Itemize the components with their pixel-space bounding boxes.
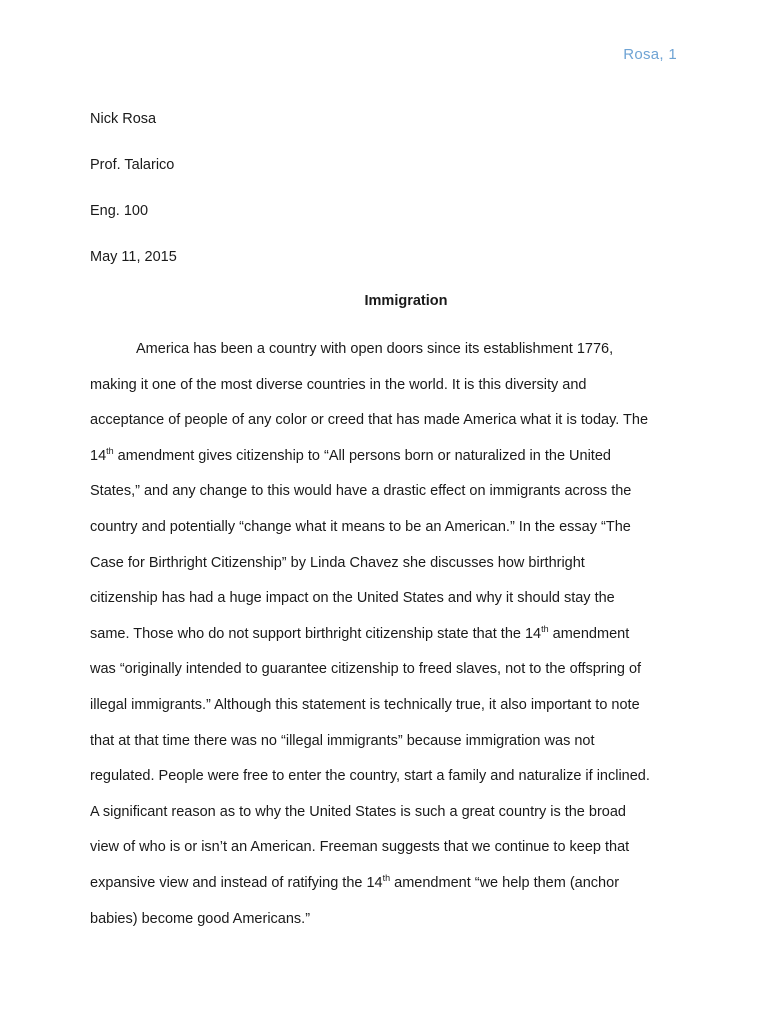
body-line: citizenship has had a huge impact on the United States and why it should stay the (90, 590, 615, 607)
ordinal-superscript: th (541, 623, 549, 634)
body-line: country and potentially “change what it means to be an American.” In the essay “The (90, 518, 631, 535)
body-line: America has been a country with open doors since its establishment 1776, (136, 341, 614, 357)
body-line (90, 445, 680, 481)
body-line: acceptance of people of any color or creed that has made America what it is today. The (90, 412, 649, 429)
body-text: amendment (548, 625, 630, 642)
professor-name: Prof. Talarico (90, 157, 175, 173)
body-text: same. Those who do not support birthright citizenship state that the 14 (90, 625, 542, 642)
body-line: illegal immigrants.” Although this statement is technically true, it also important to note (90, 696, 640, 713)
ordinal-superscript: th (382, 872, 391, 883)
ordinal-superscript: th (106, 445, 114, 456)
essay-body (90, 338, 680, 943)
author-name: Nick Rosa (90, 111, 157, 127)
body-line: Case for Birthright Citizenship” by Linda Chavez she discusses how birthright (90, 554, 585, 571)
heading-block (90, 108, 177, 292)
body-line: making it one of the most diverse countries in the world. It is this diversity and (90, 376, 587, 393)
body-line: babies) become good Americans.” (90, 910, 311, 927)
running-head: Rosa, 1 (623, 46, 677, 63)
date: May 11, 2015 (90, 249, 177, 265)
body-line: view of who is or isn’t an American. Freeman suggests that we continue to keep that (90, 839, 630, 856)
body-line (90, 872, 680, 908)
body-text: expansive view and instead of ratifying the 14 (90, 874, 383, 891)
body-text: 14 (90, 447, 107, 464)
body-line: regulated. People were free to enter the country, start a family and naturalize if inclined. (90, 768, 650, 785)
body-text: amendment “we help them (anchor (390, 874, 620, 891)
course-name: Eng. 100 (90, 203, 149, 219)
body-line (90, 623, 680, 659)
body-line: States,” and any change to this would have a drastic effect on immigrants across the (90, 483, 632, 500)
body-line: was “originally intended to guarantee citizenship to freed slaves, not to the offspring of (90, 661, 642, 678)
body-line: A significant reason as to why the United States is such a great country is the broad (90, 803, 626, 820)
essay-title: Immigration (364, 293, 448, 309)
body-text: amendment gives citizenship to “All persons born or naturalized in the United (113, 447, 611, 464)
body-line: that at that time there was no “illegal immigrants” because immigration was not (90, 732, 595, 749)
